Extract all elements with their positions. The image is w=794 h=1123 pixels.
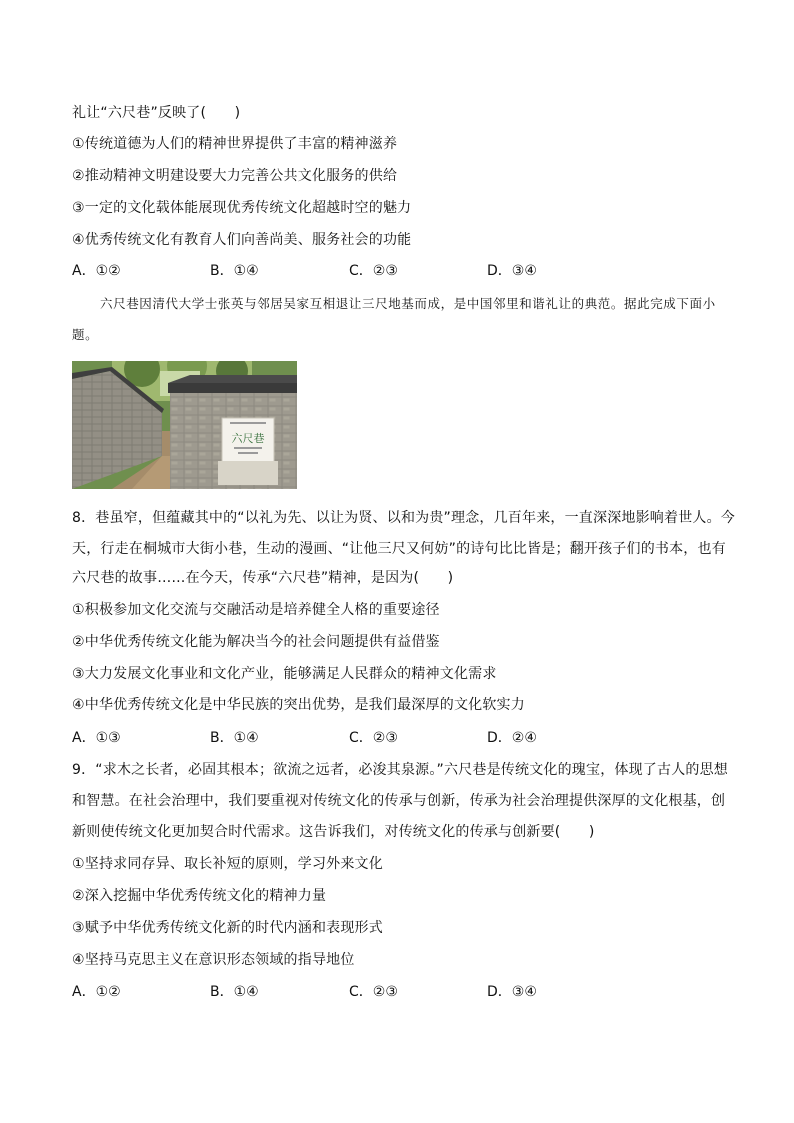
q8-option-a: A．①③ — [72, 730, 121, 746]
q8-line-1: 8．巷虽窄，但蕴藏其中的“以礼为先、以让为贤、以和为贵”理念，几百年来，一直深深地影响着世人。今 — [72, 510, 736, 526]
q9-item-1: ①坚持求同存异、取长补短的原则，学习外来文化 — [72, 856, 383, 872]
q8-item-4: ④中华优秀传统文化是中华民族的突出优势，是我们最深厚的文化软实力 — [72, 697, 525, 713]
q7-option-b: B．①④ — [210, 263, 259, 279]
q9-line-3: 新则使传统文化更加契合时代需求。这告诉我们，对传统文化的传承与创新要( ) — [72, 824, 595, 840]
material-intro: 六尺巷因清代大学士张英与邻居吴家互相退让三尺地基而成，是中国邻里和谐礼让的典范。据此完成下面小题。 — [72, 296, 716, 342]
liuchi-lane-photo — [72, 361, 297, 489]
q9-line-2: 和智慧。在社会治理中，我们要重视对传统文化的传承与创新，传承为社会治理提供深厚的文化根基，创 — [72, 793, 726, 809]
q7-option-c: C．②③ — [349, 263, 398, 279]
q8-option-b: B．①④ — [210, 730, 259, 746]
q9-line-1: 9．“求木之长者，必固其根本；欲流之远者，必浚其泉源。”六尺巷是传统文化的瑰宝，体现了古人的思想 — [72, 762, 729, 778]
q8-item-2: ②中华优秀传统文化能为解决当今的社会问题提供有益借鉴 — [72, 634, 440, 650]
q9-item-4: ④坚持马克思主义在意识形态领域的指导地位 — [72, 952, 355, 968]
q7-option-d: D．③④ — [487, 263, 537, 279]
q7-item-1: ①传统道德为人们的精神世界提供了丰富的精神滋养 — [72, 136, 398, 152]
q8-option-c: C．②③ — [349, 730, 398, 746]
q8-option-d: D．②④ — [487, 730, 537, 746]
q9-item-2: ②深入挖掘中华优秀传统文化的精神力量 — [72, 888, 327, 904]
q8-item-3: ③大力发展文化事业和文化产业，能够满足人民群众的精神文化需求 — [72, 666, 497, 682]
q7-item-2: ②推动精神文明建设要大力完善公共文化服务的供给 — [72, 168, 398, 184]
q9-option-a: A．①② — [72, 984, 121, 1000]
q9-option-b: B．①④ — [210, 984, 259, 1000]
q9-option-d: D．③④ — [487, 984, 537, 1000]
q7-item-3: ③一定的文化载体能展现优秀传统文化超越时空的魅力 — [72, 200, 412, 216]
q9-option-c: C．②③ — [349, 984, 398, 1000]
q9-item-3: ③赋予中华优秀传统文化新的时代内涵和表现形式 — [72, 920, 383, 936]
q8-item-1: ①积极参加文化交流与交融活动是培养健全人格的重要途径 — [72, 602, 440, 618]
q7-item-4: ④优秀传统文化有教育人们向善尚美、服务社会的功能 — [72, 232, 412, 248]
q7-stem: 礼让“六尺巷”反映了( ) — [72, 105, 241, 121]
q8-line-3: 六尺巷的故事……在今天，传承“六尺巷”精神，是因为( ) — [72, 570, 454, 586]
q7-option-a: A．①② — [72, 263, 121, 279]
sign-text: 六尺巷 — [231, 432, 265, 445]
q8-line-2: 天，行走在桐城市大街小巷，生动的漫画、“让他三尺又何妨”的诗句比比皆是；翻开孩子们的书本，也有 — [72, 541, 726, 557]
